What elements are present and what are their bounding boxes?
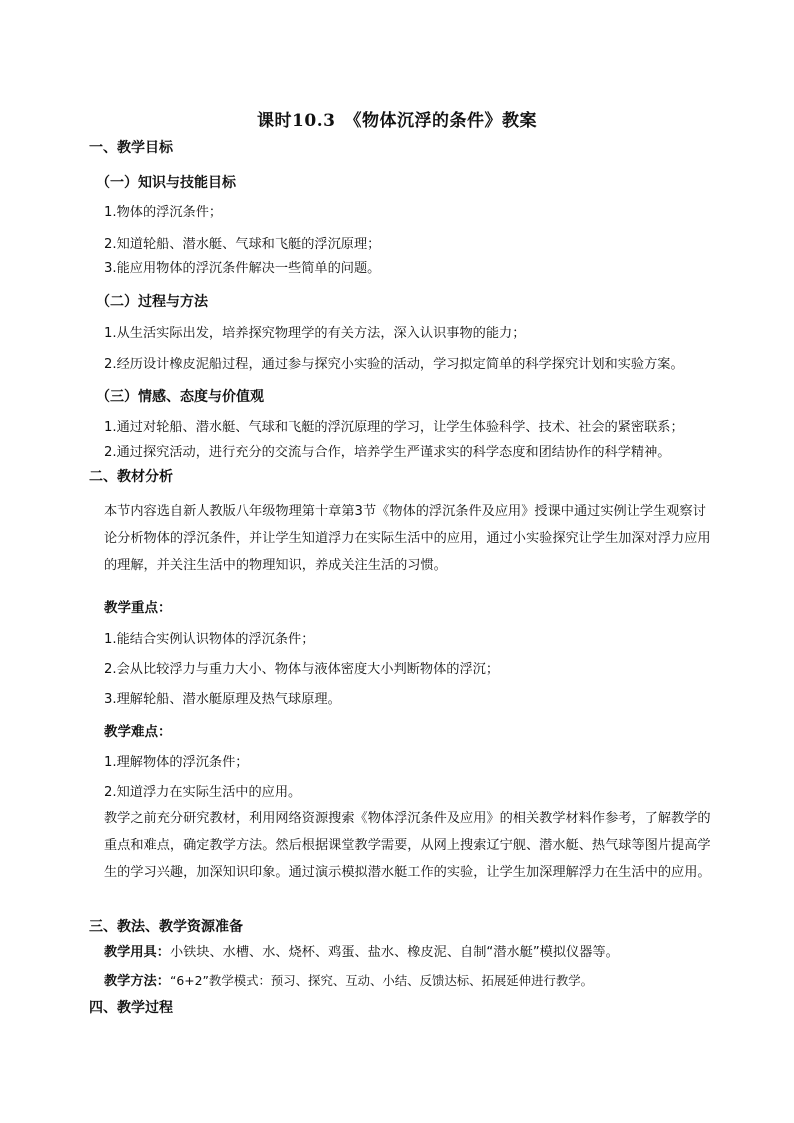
list-item: 1.从生活实际出发，培养探究物理学的有关方法，深入认识事物的能力； xyxy=(104,326,526,341)
teaching-method-label: 教学方法： xyxy=(104,974,170,989)
list-item: 3.理解轮船、潜水艇原理及热气球原理。 xyxy=(104,692,341,707)
list-item: 1.理解物体的浮沉条件； xyxy=(104,755,249,770)
list-item: 1.能结合实例认识物体的浮沉条件； xyxy=(104,632,315,647)
analysis-paragraph: 本节内容选自新人教版八年级物理第十章第3节《物体的浮沉条件及应用》授课中通过实例让学生观察讨论分析物体的浮沉条件，并让学生知道浮力在实际生活中的应用，通过小实验探究让学生加深对浮力应用的理解，并关注生活中的物理知识，养成关注生活的习惯。 xyxy=(104,504,711,573)
list-item: 2.会从比较浮力与重力大小、物体与液体密度大小判断物体的浮沉； xyxy=(104,662,500,677)
subsection-1b-heading: （二）过程与方法 xyxy=(96,294,208,310)
difficult-points-label: 教学难点： xyxy=(104,724,172,740)
list-item: 1.通过对轮船、潜水艇、气球和飞艇的浮沉原理的学习，让学生体验科学、技术、社会的紧密联系； xyxy=(104,420,684,435)
list-item: 1.物体的浮沉条件； xyxy=(104,205,223,220)
list-item: 2.知道浮力在实际生活中的应用。 xyxy=(104,785,302,800)
subsection-1a-heading: （一）知识与技能目标 xyxy=(96,175,236,191)
page-title: 课时10.3 《物体沉浮的条件》教案 xyxy=(257,111,537,131)
list-item: 2.经历设计橡皮泥船过程，通过参与探究小实验的活动，学习拟定简单的科学探究计划和实验方案。 xyxy=(104,357,684,372)
section-4-heading: 四、教学过程 xyxy=(89,1000,173,1016)
teaching-method-line xyxy=(104,971,714,992)
preparation-paragraph: 教学之前充分研究教材，利用网络资源搜索《物体浮沉条件及应用》的相关教学材料作参考，了解教学的重点和难点，确定教学方法。然后根据课堂教学需要，从网上搜索辽宁舰、潜水艇、热气球等图片提高学生的学习兴趣，加深知识印象。通过演示模拟潜水艇工作的实验，让学生加深理解浮力在生活中的应用。 xyxy=(104,811,711,880)
section-3-heading: 三、教法、教学资源准备 xyxy=(89,919,243,935)
section-2-heading: 二、教材分析 xyxy=(89,469,173,485)
list-item: 2.通过探究活动，进行充分的交流与合作，培养学生严谨求实的科学态度和团结协作的科学精神。 xyxy=(104,445,671,460)
key-points-label: 教学重点： xyxy=(104,600,172,616)
teaching-tools-line xyxy=(104,943,714,963)
subsection-1c-heading: （三）情感、态度与价值观 xyxy=(96,389,264,405)
section-1-heading: 一、教学目标 xyxy=(89,140,173,156)
teaching-tools-label: 教学用具： xyxy=(104,945,170,960)
teaching-tools-text: 小铁块、水槽、水、烧杯、鸡蛋、盐水、橡皮泥、自制“潜水艇”模拟仪器等。 xyxy=(169,945,619,960)
teaching-method-text: “6+2”教学模式：预习、探究、互动、小结、反馈达标、拓展延伸进行教学。 xyxy=(169,973,594,988)
list-item: 2.知道轮船、潜水艇、气球和飞艇的浮沉原理； xyxy=(104,237,381,252)
list-item: 3.能应用物体的浮沉条件解决一些简单的问题。 xyxy=(104,261,381,276)
